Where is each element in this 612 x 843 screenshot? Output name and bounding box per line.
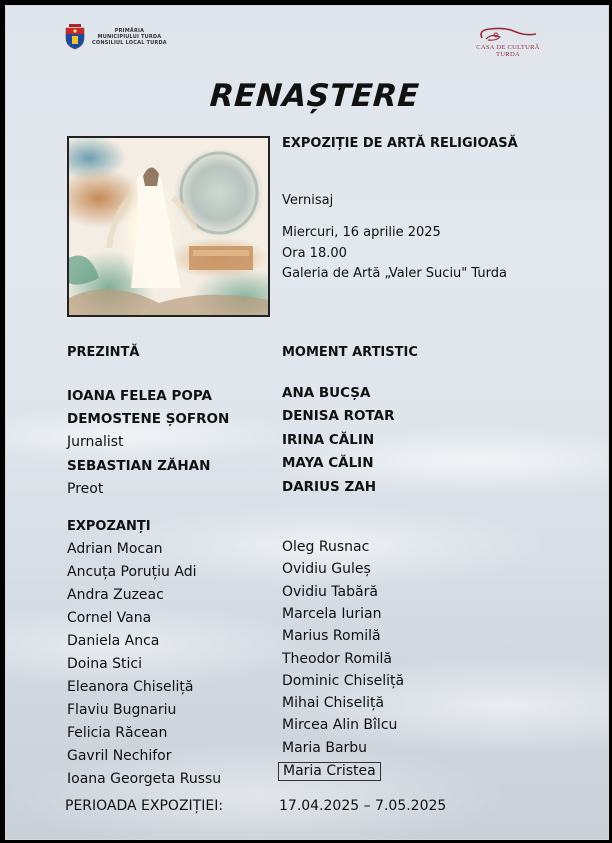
exhibitor-name: Ancuța Poruțiu Adi — [67, 564, 197, 580]
exhibitors-heading: EXPOZANȚI — [67, 519, 151, 534]
exhibitor-name: Andra Zuzeac — [67, 587, 164, 603]
event-date: Miercuri, 16 aprilie 2025 — [282, 225, 441, 240]
period-label: PERIOADA EXPOZIȚIEI: — [65, 798, 224, 814]
exhibitor-name: Maria Barbu — [282, 740, 368, 756]
exhibitor-name: Felicia Răcean — [67, 725, 168, 741]
exhibitor-name: Gavril Nechifor — [67, 748, 172, 764]
exhibitor-name: Flaviu Bugnariu — [67, 702, 177, 718]
exhibitor-name: Ioana Georgeta Russu — [67, 771, 222, 787]
exhibitor-name: Cornel Vana — [67, 610, 152, 626]
exhibition-subtitle: EXPOZIȚIE DE ARTĂ RELIGIOASĂ — [282, 136, 518, 151]
logo-line: MUNICIPIULUI TURDA — [97, 34, 162, 40]
artist-name: ANA BUCȘA — [282, 385, 371, 401]
presenter-name: IOANA FELEA POPA — [67, 388, 212, 404]
presenter-name: DEMOSTENE ȘOFRON — [67, 411, 230, 427]
exhibitor-name: Theodor Romilă — [282, 651, 392, 667]
poster-title: RENAȘTERE — [208, 78, 421, 114]
presenter-role: Preot — [67, 481, 104, 497]
logo-line: PRIMĂRIA — [114, 28, 145, 34]
resurrection-figure-icon — [69, 138, 268, 315]
exhibitor-name: Dominic Chiseliță — [282, 673, 405, 689]
municipality-logo — [64, 24, 167, 50]
logo-line: TURDA — [496, 51, 520, 58]
exhibitor-name: Marcela Iurian — [282, 606, 382, 622]
poster — [5, 5, 609, 840]
exhibitor-name: Adrian Mocan — [67, 541, 163, 557]
exhibitor-name: Daniela Anca — [67, 633, 160, 649]
exhibitor-name: Marius Romilă — [282, 628, 381, 644]
vernisaj-label: Vernisaj — [282, 193, 334, 208]
coat-of-arms-icon — [64, 24, 86, 50]
swirl-logo-icon — [476, 26, 540, 44]
exhibitor-name: Ovidiu Guleș — [282, 561, 371, 577]
presents-heading: PREZINTĂ — [67, 345, 140, 360]
artist-name: MAYA CĂLIN — [282, 455, 374, 471]
presenter-role: Jurnalist — [67, 434, 124, 450]
event-time: Ora 18.00 — [282, 246, 347, 261]
artist-name: DARIUS ZAH — [282, 479, 376, 495]
artist-name: IRINA CĂLIN — [282, 432, 375, 448]
exhibitor-name: Doina Stici — [67, 656, 142, 672]
logo-line: CONSILIUL LOCAL TURDA — [92, 40, 167, 46]
exhibitor-name: Mihai Chiseliță — [282, 695, 385, 711]
exhibitor-name: Maria Cristea — [278, 762, 381, 781]
exhibitor-name: Ovidiu Tabără — [282, 584, 378, 600]
presenter-name: SEBASTIAN ZĂHAN — [67, 458, 211, 474]
period-value: 17.04.2025 – 7.05.2025 — [279, 798, 447, 814]
logo-line: CASA DE CULTURĂ — [476, 44, 540, 51]
artistic-heading: MOMENT ARTISTIC — [282, 345, 418, 360]
exhibitor-name: Oleg Rusnac — [282, 539, 370, 555]
cultural-center-logo — [476, 26, 540, 58]
exhibitor-name: Mircea Alin Bîlcu — [282, 717, 398, 733]
artist-name: DENISA ROTAR — [282, 408, 395, 424]
resurrection-painting — [67, 136, 270, 317]
exhibitor-name: Eleanora Chiseliță — [67, 679, 194, 695]
event-venue: Galeria de Artă „Valer Suciu" Turda — [282, 266, 507, 281]
